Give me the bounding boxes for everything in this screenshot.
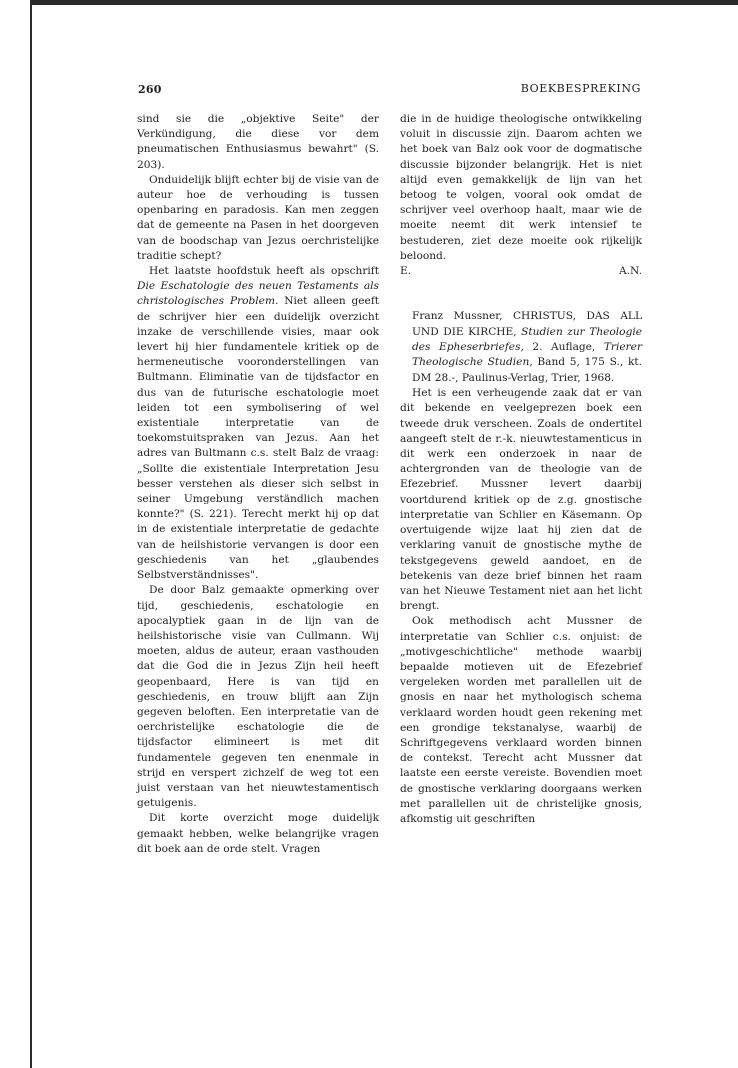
paragraph: Onduidelijk blijft echter bij de visie van de auteur hoe de verhouding is tussen openbaring en paradosis. Kan men zeggen dat de gemeente na Pasen in het doorgeven van de boodschap van Jezus oerchristelijke traditie schept? bbox=[137, 173, 379, 262]
page-edge-top bbox=[30, 0, 738, 5]
book-details: Band 5, 175 S., kt. DM 28.-, Paulinus-Verlag, Trier, 1968. bbox=[412, 356, 642, 384]
paragraph: Dit korte overzicht moge duidelijk gemaakt hebben, welke belangrijke vragen dit boek aan de orde stelt. Vragen bbox=[137, 812, 379, 855]
book-edition: 2. Auflage, bbox=[523, 341, 604, 354]
page-number: 260 bbox=[138, 83, 162, 96]
signature-author: A.N. bbox=[619, 265, 642, 278]
paragraph: De door Balz gemaakte opmerking over tijd, geschiedenis, eschatologie en apocalyptiek gaan in de lijn van de heilshistorische visie van Cullmann. Wij moeten, aldus de auteur, eraan vasthouden dat die God die in Jezus Zijn heil heeft geopenbaard, Here is van tijd en geschiedenis, en trouw blijft aan Zijn gegeven beloften. Een interpretatie van de oerchristelijke eschatologie die de tijdsfactor elimineert is met dit fundamentele gegeven ten enenmale in strijd en verspert zichzelf de weg tot een juist verstaan van het nieuwtestamentisch getuigenis. bbox=[137, 584, 379, 810]
paragraph: Het is een verheugende zaak dat er van dit bekende en veelgeprezen boek een tweede druk verscheen. Zoals de ondertitel aangeeft stelt de r.-k. nieuwtestamenticus in dit werk een onderzoek in naar de achtergronden van de theologie van de Efezebrief. Mussner levert daarbij voortdurend kritiek op de z.g. gnostische interpretatie van Schlier en Käsemann. Op overtuigende wijze laat hij zien dat de verklaring vanuit de gnostische mythe de tekstgegevens geweld aandoet, en de betekenis van deze brief binnen het raam van het Nieuwe Testament niet aan het licht brengt. bbox=[400, 387, 642, 613]
paragraph-continued: sind sie die „objektive Seite" der Verkündigung, die diese vor dem pneumatischen Enthusiasmus bewahrt" (S. 203). bbox=[137, 113, 379, 171]
paragraph bbox=[137, 264, 379, 583]
running-head: BOEKBESPREKING bbox=[520, 82, 641, 95]
paragraph-text: Het laatste hoofdstuk heeft als opschrift bbox=[149, 265, 379, 278]
right-column bbox=[400, 112, 642, 827]
book-series: Trierer Theologische Studien, bbox=[412, 341, 643, 369]
chapter-title: Die Eschatologie des neuen Testaments als christologisches Problem. bbox=[137, 280, 379, 308]
paragraph-text: Niet alleen geeft de schrijver hier een duidelijk overzicht inzake de verschillende visies, maar ook levert hij hier fundamentele kritiek op de hermeneutische vooronderstellingen van Bultmann. Eliminatie van de tijdsfactor en dus van de futurische eschatologie moet leiden tot een symbolisering of wel existentiale interpretatie van de toekomstuitspraken van Jezus. Aan het adres van Bultmann c.s. stelt Balz de vraag: „Sollte die existentiale Interpretation Jesu besser verstehen als dieser sich selbst in seiner Umgebung verständlich machen konnte?" (S. 221). Terecht merkt hij op dat in de existentiale interpretatie de gedachte van de heilshistorie vervangen is door een geschiedenis van het „glaubendes Selbstverständnisses". bbox=[137, 295, 379, 582]
page-edge-left bbox=[30, 0, 32, 1068]
review-signature bbox=[400, 264, 642, 279]
left-column bbox=[137, 112, 379, 857]
signature-place: E. bbox=[400, 265, 412, 278]
book-author-title: Franz Mussner, CHRISTUS, DAS ALL UND DIE KIRCHE, bbox=[412, 310, 642, 338]
paragraph-continued: die in de huidige theologische ontwikkeling voluit in discussie zijn. Daarom achten we het boek van Balz ook voor de dogmatische discussie bijzonder belangrijk. Het is niet altijd even gemakkelijk de lijn van het betoog te volgen, vooral ook omdat de schrijver veel overhoop haalt, maar wie de moeite neemt dit werk intensief te bestuderen, ziet deze moeite ook rijkelijk beloond. bbox=[400, 113, 642, 262]
book-subtitle: Studien zur Theologie des Epheserbriefes, bbox=[412, 325, 643, 354]
book-reference bbox=[412, 309, 642, 386]
paragraph: Ook methodisch acht Mussner de interpretatie van Schlier c.s. onjuist: de „motivgeschichtliche" methode waarbij bepaalde motieven uit de Efezebrief vergeleken worden met parallellen uit de gnosis en naar het mythologisch schema verklaard worden houdt geen rekening met een grondige tekstanalyse, waarbij de Schriftgegevens verklaard worden binnen de contekst. Terecht acht Mussner dat laatste een eerste vereiste. Bovendien moet de gnostische verklaring doorgaans werken met parallellen uit de christelijke gnosis, afkomstig uit geschriften bbox=[400, 615, 642, 825]
